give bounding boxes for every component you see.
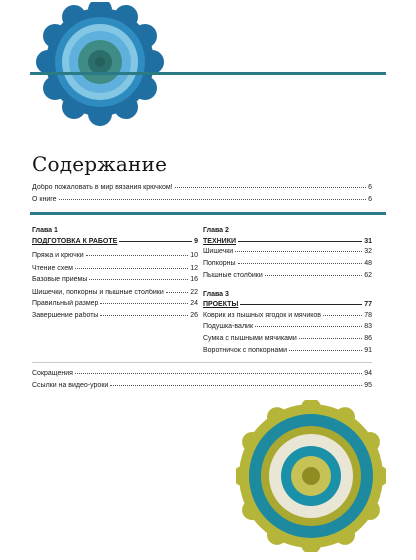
toc-entry-label: Базовые приемы xyxy=(32,276,88,283)
leader-line xyxy=(238,241,362,242)
toc-entry-label: Сумка с пышными мячиками xyxy=(203,335,297,342)
section-page: 77 xyxy=(364,301,372,308)
leader-dots xyxy=(265,275,362,276)
leader-dots xyxy=(299,338,362,339)
toc-entry-label: Добро пожаловать в мир вязания крючком! xyxy=(32,184,173,191)
leader-dots xyxy=(75,268,188,269)
toc-entry-label: Воротничок с попкорнами xyxy=(203,347,288,354)
toc-entry-label: Подушка-валик xyxy=(203,323,254,330)
page-title: Содержание xyxy=(32,152,168,176)
toc-entry-intro-0[interactable] xyxy=(32,184,372,191)
toc-entry-page: 86 xyxy=(364,335,372,342)
toc-entry-label: Ссылки на видео-уроки xyxy=(32,382,109,389)
toc-entry-page: 32 xyxy=(364,248,372,255)
section-label: ПРОЕКТЫ xyxy=(203,301,239,308)
chapter2-section-title[interactable] xyxy=(203,238,372,245)
leader-dots xyxy=(235,251,362,252)
leader-dots xyxy=(238,263,363,264)
toc-entry-ch1-2[interactable] xyxy=(32,276,198,283)
toc-entry-label: Шишечки xyxy=(203,248,234,255)
crochet-motif-yellow-image xyxy=(236,400,386,552)
top-rule xyxy=(30,72,386,75)
toc-entry-ch1-5[interactable] xyxy=(32,312,198,319)
toc-entry-label: О книге xyxy=(32,196,57,203)
toc-entry-page: 24 xyxy=(190,300,198,307)
leader-dots xyxy=(100,303,188,304)
toc-entry-label: Попкорны xyxy=(203,260,236,267)
toc-entry-page: 94 xyxy=(364,370,372,377)
toc-entry-ch3-2[interactable] xyxy=(203,335,372,342)
leader-line xyxy=(119,241,192,242)
leader-dots xyxy=(86,255,189,256)
toc-entry-page: 6 xyxy=(368,184,372,191)
toc-entry-label: Завершение работы xyxy=(32,312,99,319)
toc-entry-page: 22 xyxy=(190,289,198,296)
toc-entry-label: Шишечки, попкорны и пышные столбики xyxy=(32,289,164,296)
toc-entry-ch3-3[interactable] xyxy=(203,347,372,354)
toc-entry-page: 78 xyxy=(364,312,372,319)
leader-dots xyxy=(289,350,362,351)
leader-line xyxy=(240,304,362,305)
toc-entry-label: Пряжа и крючки xyxy=(32,252,84,259)
toc-entry-ch1-1[interactable] xyxy=(32,265,198,272)
toc-entry-page: 12 xyxy=(190,265,198,272)
toc-entry-page: 95 xyxy=(364,382,372,389)
section-label: ТЕХНИКИ xyxy=(203,238,237,245)
toc-entry-label: Сокращения xyxy=(32,370,73,377)
section-label: ПОДГОТОВКА К РАБОТЕ xyxy=(32,238,118,245)
toc-entry-label: Пышные столбики xyxy=(203,272,263,279)
toc-entry-ch1-3[interactable] xyxy=(32,289,198,296)
toc-entry-page: 16 xyxy=(190,276,198,283)
toc-entry-intro-1[interactable] xyxy=(32,196,372,203)
chapter3-heading: Глава 3 xyxy=(203,291,229,298)
toc-entry-label: Чтение схем xyxy=(32,265,73,272)
toc-entry-page: 10 xyxy=(190,252,198,259)
appendix-divider xyxy=(32,362,372,363)
toc-entry-page: 62 xyxy=(364,272,372,279)
toc-entry-ch3-1[interactable] xyxy=(203,323,372,330)
middle-rule xyxy=(30,212,386,215)
toc-entry-ch2-2[interactable] xyxy=(203,272,372,279)
toc-entry-page: 91 xyxy=(364,347,372,354)
crochet-motif-blue-image xyxy=(34,2,168,126)
chapter3-section-title[interactable] xyxy=(203,301,372,308)
toc-entry-ch1-0[interactable] xyxy=(32,252,198,259)
toc-entry-page: 26 xyxy=(190,312,198,319)
toc-entry-appendix-0[interactable] xyxy=(32,370,372,377)
toc-entry-ch2-0[interactable] xyxy=(203,248,372,255)
leader-dots xyxy=(255,326,362,327)
toc-entry-page: 6 xyxy=(368,196,372,203)
leader-dots xyxy=(89,279,188,280)
toc-entry-ch3-0[interactable] xyxy=(203,312,372,319)
leader-dots xyxy=(59,199,367,200)
toc-entry-label: Коврик из пышных ягодок и мячиков xyxy=(203,312,322,319)
leader-dots xyxy=(323,315,362,316)
toc-entry-ch2-1[interactable] xyxy=(203,260,372,267)
section-page: 31 xyxy=(364,238,372,245)
toc-entry-page: 83 xyxy=(364,323,372,330)
leader-dots xyxy=(75,373,362,374)
leader-dots xyxy=(100,315,188,316)
leader-dots xyxy=(175,187,366,188)
toc-entry-appendix-1[interactable] xyxy=(32,382,372,389)
chapter2-heading: Глава 2 xyxy=(203,227,229,234)
section-page: 9 xyxy=(194,238,198,245)
leader-dots xyxy=(110,385,362,386)
chapter1-section-title[interactable] xyxy=(32,238,198,245)
toc-entry-label: Правильный размер xyxy=(32,300,99,307)
chapter1-heading: Глава 1 xyxy=(32,227,58,234)
toc-entry-ch1-4[interactable] xyxy=(32,300,198,307)
leader-dots xyxy=(166,292,188,293)
toc-entry-page: 48 xyxy=(364,260,372,267)
